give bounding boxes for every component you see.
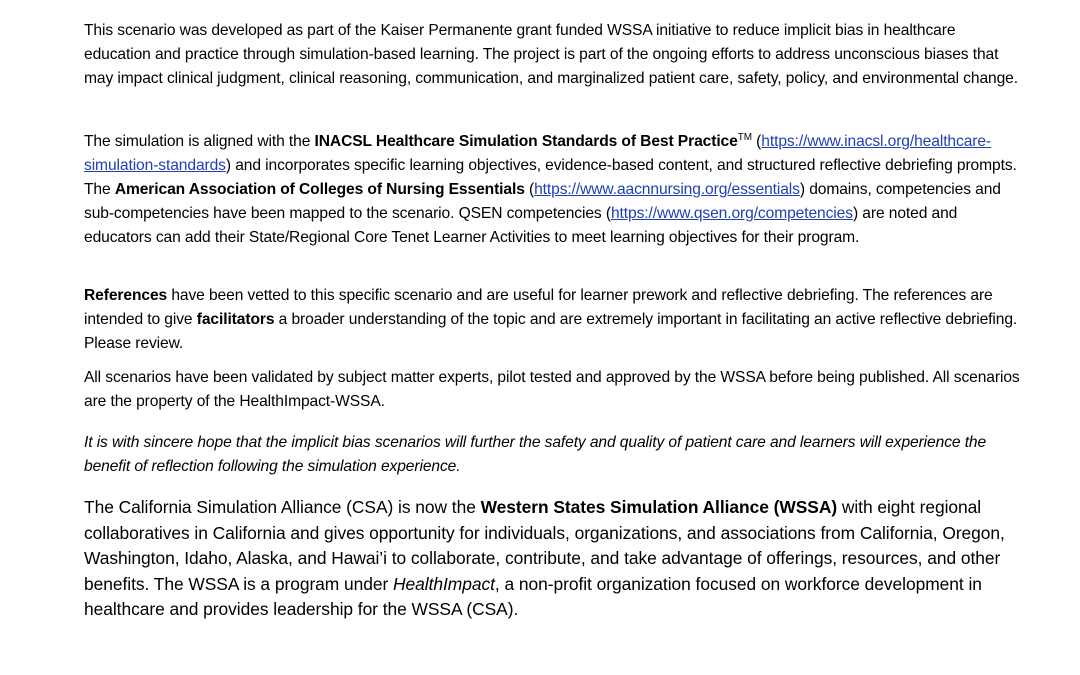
facilitators-label: facilitators	[196, 311, 275, 328]
wssa-name: Western States Simulation Alliance (WSSA)	[480, 497, 838, 517]
standards-paragraph	[84, 130, 1024, 250]
text: ) domains, competencies and sub-competencies have been mapped to the scenario. QSEN competencies (	[84, 181, 1001, 222]
wssa-paragraph	[84, 495, 1034, 623]
trademark: TM	[737, 131, 752, 143]
healthimpact-name: HealthImpact	[393, 573, 495, 594]
inacsl-standards-title: INACSL Healthcare Simulation Standards of Best Practice	[314, 133, 738, 150]
text: ) are noted and educators can add their State/Regional Core Tenet Learner Activities to meet learning objectives for their program.	[84, 205, 958, 246]
text: , a non-profit organization focused on workforce development in healthcare and provides leadership for the WSSA (CSA).	[84, 573, 982, 619]
references-label: References	[84, 287, 168, 304]
text: (	[751, 133, 762, 150]
aacn-link[interactable]: https://www.aacnnursing.org/essentials	[534, 181, 800, 198]
text: (	[524, 181, 535, 198]
qsen-link[interactable]: https://www.qsen.org/competencies	[610, 205, 853, 222]
text: a broader understanding of the topic and are extremely important in facilitating an active reflective debriefing. Please review.	[84, 311, 1018, 352]
references-paragraph	[84, 284, 1024, 356]
validation-paragraph: All scenarios have been validated by subject matter experts, pilot tested and approved by the WSSA before being published. All scenarios are the property of the HealthImpact-WSSA.	[84, 369, 1020, 410]
text: have been vetted to this specific scenario and are useful for learner prework and reflective debriefing. The references are intended to give	[84, 287, 993, 328]
text: The simulation is aligned with the	[84, 133, 315, 150]
text: ) and incorporates specific learning objectives, evidence-based content, and structured reflective debriefing prompts. The	[84, 157, 1017, 198]
intro-paragraph: This scenario was developed as part of the Kaiser Permanente grant funded WSSA initiative to reduce implicit bias in healthcare education and practice through simulation-based learning. The project is part of the ongoing efforts to address unconscious biases that may impact clinical judgment, clinical reasoning, communication, and marginalized patient care, safety, policy, and environmental change.	[84, 22, 1018, 87]
text: with eight regional collaboratives in California and gives opportunity for individuals, organizations, and associations from California, Oregon, Washington, Idaho, Alaska, and Hawai’i to collaborate, contribute, and take advantage of offerings, resources, and other benefits. The WSSA is a program under	[84, 497, 1005, 594]
text: The California Simulation Alliance (CSA) is now the	[84, 497, 481, 517]
closing-hope-paragraph: It is with sincere hope that the implicit bias scenarios will further the safety and quality of patient care and learners will experience the benefit of reflection following the simulation experience.	[84, 434, 987, 475]
inacsl-link[interactable]: https://www.inacsl.org/healthcare-simulation-standards	[84, 133, 992, 174]
aacn-essentials-title: American Association of Colleges of Nursing Essentials	[114, 181, 525, 198]
